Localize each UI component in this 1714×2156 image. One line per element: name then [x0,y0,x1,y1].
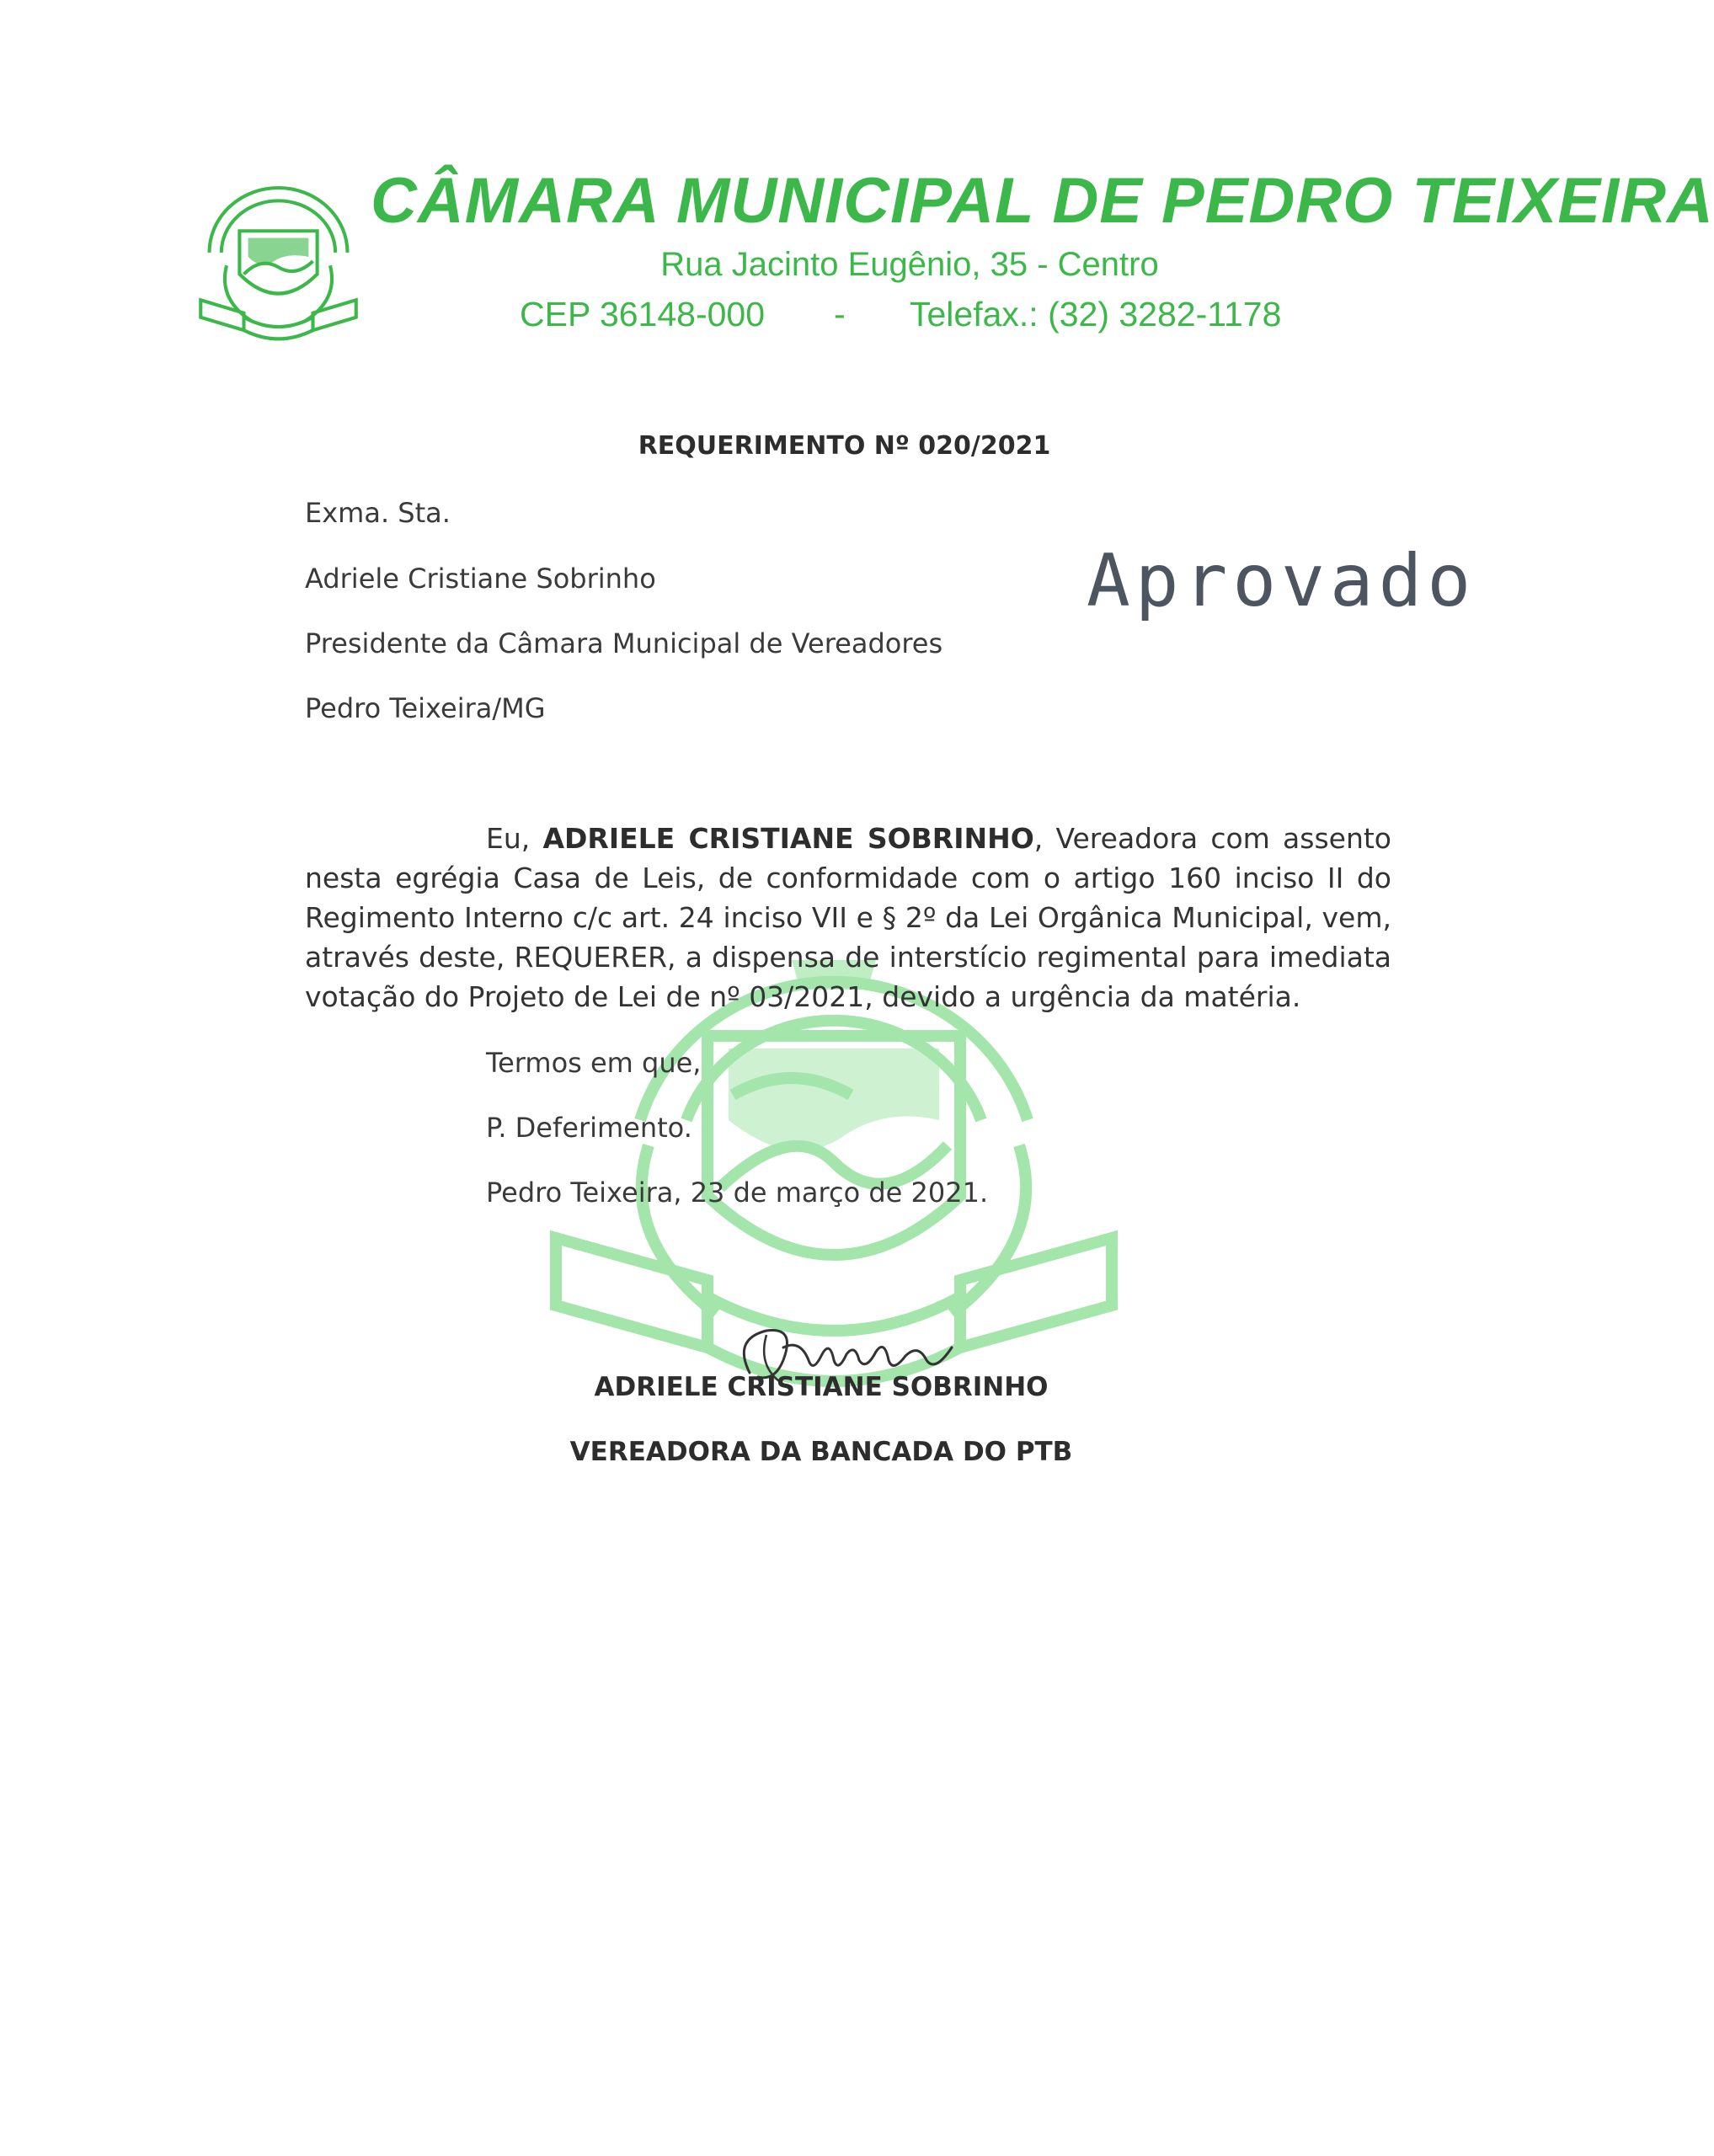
addressee-salutation: Exma. Sta. [305,497,451,529]
signer-name: ADRIELE CRISTIANE SOBRINHO [594,1372,1049,1402]
closing-deferimento: P. Deferimento. [486,1112,692,1144]
municipal-seal-logo [192,168,365,345]
approved-stamp: Aprovado [1087,539,1476,623]
closing-terms: Termos em que, [486,1047,702,1079]
request-body [305,819,1391,1017]
addressee-location: Pedro Teixeira/MG [305,692,546,724]
institution-address: Rua Jacinto Eugênio, 35 - Centro [660,246,1159,283]
addressee-name: Adriele Cristiane Sobrinho [305,563,656,595]
body-text: , Vereadora com assento nesta egrégia Casa de Leis, de conformidade com o artigo 160 inciso II do Regimento Interno c/c art. 24 inciso VII e § 2º da Lei Orgânica Municipal, vem, através deste, REQUERER, a dispensa de interstício regimental para imediata votação do Projeto de Lei de nº 03/2021, devido a urgência da matéria. [305,822,1391,1013]
document-title: REQUERIMENTO Nº 020/2021 [638,431,1051,461]
body-name: ADRIELE CRISTIANE SOBRINHO [542,822,1034,855]
institution-cep: CEP 36148-000 [520,295,766,334]
body-prefix: Eu, [486,822,543,855]
institution-phone: Telefax.: (32) 3282-1178 [910,295,1282,334]
addressee-title: Presidente da Câmara Municipal de Vereadores [305,627,943,659]
institution-name: CÂMARA MUNICIPAL DE PEDRO TEIXEIRA [371,165,1714,237]
header-separator: - [834,295,846,334]
closing-date: Pedro Teixeira, 23 de março de 2021. [486,1177,989,1209]
signer-role: VEREADORA DA BANCADA DO PTB [569,1437,1073,1467]
